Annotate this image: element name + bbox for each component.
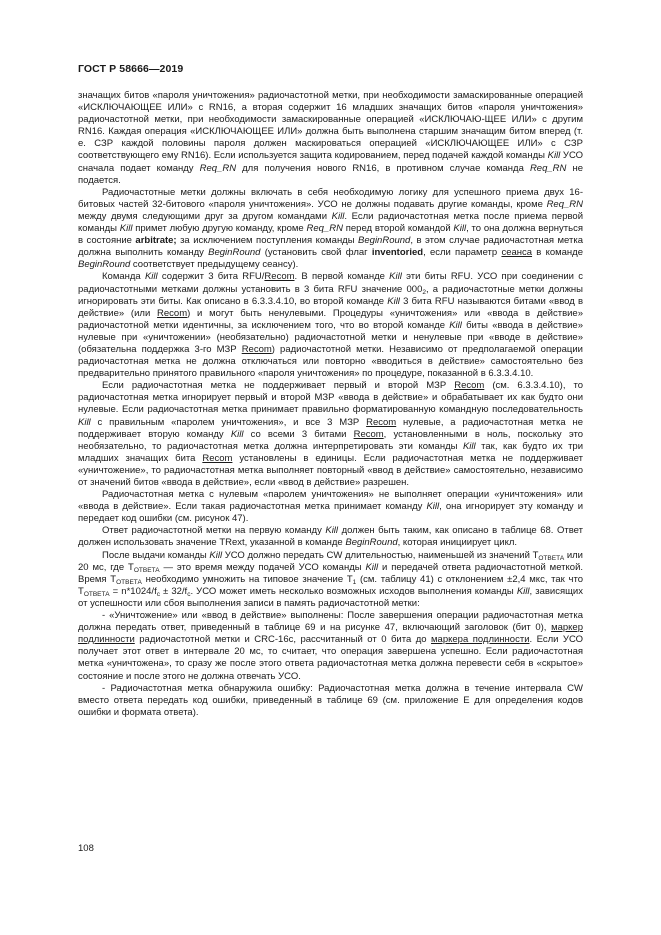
- text-run: Kill: [453, 223, 467, 235]
- text-run: ОТВЕТА: [133, 566, 160, 574]
- text-run: Радиочастотные метки должны включать в себя необходимую логику для успешного приема двух 16-битовых частей 32-битового «пароля уничтожения». УСО не должны подавать другие команды, кроме: [78, 186, 583, 210]
- text-run: биты «ввода в действие» нулевые при «уничтожении» (необязательно) радиочастотной метки и ненулевые при «вводе в действие» (обязательна поддержка 3-го МЗР: [78, 319, 583, 355]
- text-run: ОТВЕТА: [116, 578, 142, 586]
- text-run: , то она должна вернуться в состояние: [78, 223, 583, 247]
- text-run: c: [156, 590, 160, 598]
- paragraph: [78, 380, 583, 489]
- text-run: Kill: [209, 549, 223, 561]
- text-run: ОТВЕТА: [83, 590, 110, 598]
- text-run: , в этом случае радиочастотная метка должна выполнить команду: [78, 235, 583, 259]
- paragraph: [78, 525, 583, 549]
- text-run: нулевые, а радиочастотная метка не поддерживает вторую команду: [78, 416, 583, 440]
- text-run: Kill: [387, 295, 400, 307]
- text-run: = n*1024/f: [109, 585, 157, 597]
- text-run: BeginRound: [345, 537, 398, 549]
- text-run: так, как будто их три младших значащих бита: [78, 440, 584, 464]
- text-run: Kill: [331, 210, 345, 222]
- text-run: Если радиочастотная метка не поддерживает первый и второй МЗР: [102, 380, 455, 392]
- text-run: . Если УСО получает этот ответ в интервале 20 мс, то считает, что операция завершена успешно. Если радиочастотная метка «уничтожена», то сразу же после этого ответа радиочастотная метка должна перевести себя в «скрытое» состояние и после этого не должна отвечать УСО.: [78, 634, 583, 682]
- text-run: Kill: [230, 428, 244, 440]
- text-run: Recom: [241, 343, 272, 355]
- text-run: Recom: [366, 416, 397, 428]
- text-run: УСО сначала подает команду: [78, 150, 584, 174]
- text-run: , она игнорирует эту команду и передает код ошибки (см. рисунок 47).: [78, 501, 583, 525]
- text-run: содержит 3 бита RFU/: [157, 271, 265, 283]
- text-run: сеанса: [501, 247, 533, 259]
- text-run: BeginRound: [78, 259, 131, 271]
- text-run: 3 бита RFU называются битами «ввод в действие» (или: [78, 295, 583, 319]
- paragraph: [78, 90, 583, 187]
- paragraph: [78, 489, 583, 525]
- text-run: Recom: [454, 380, 485, 392]
- text-run: Recom: [353, 428, 384, 440]
- text-run: Kill: [426, 501, 440, 513]
- text-run: 1: [352, 578, 357, 586]
- text-run: должен быть таким, как описано в таблице 68. Ответ должен использовать значение TRext, указанной в команде: [78, 525, 583, 549]
- text-run: , которая инициирует цикл.: [397, 537, 518, 549]
- text-run: - «Уничтожение» или «ввод в действие» выполнены: После завершения операции радиочастотная метка должна передать ответ, приведенный в таблице 69 и на рисунке 47, включающий заголовок (бит 0),: [78, 610, 583, 634]
- text-run: ± 32/f: [159, 585, 188, 597]
- text-run: Req_RN: [529, 162, 567, 174]
- text-run: Kill: [78, 416, 91, 428]
- text-run: 2: [422, 288, 426, 296]
- text-run: ОТВЕТА: [538, 554, 565, 562]
- text-run: , зависящих от успешности или сбоя выполнения записи в память радиочастотной метки:: [78, 585, 583, 609]
- text-run: arbitrate;: [135, 235, 177, 247]
- text-run: BeginRound: [358, 235, 411, 247]
- text-run: , установленными в ноль, поскольку это необязательно, то радиочастотная метка должна интерпретировать эти команды: [78, 428, 583, 452]
- text-run: Recom: [202, 452, 233, 464]
- text-run: . УСО может иметь несколько возможных исходов выполнения команды: [190, 585, 517, 597]
- text-run: ) радиочастотной метки. Независимо от предполагаемой операции радиочастотная метка не должна отключаться или повторно «вводиться в действие» самостоятельно без предварительно принятого правильного «пароля уничтожения» по процедуре, показанной в 6.3.3.4.10.: [78, 343, 583, 380]
- paragraph: [78, 610, 583, 683]
- text-run: - Радиочастотная метка обнаружила ошибку: Радиочастотная метка должна в течение интервала CW вместо ответа передать код ошибки, приведенный в таблице 69 (см. приложение Е для определения кодов ошибки и формата ответа).: [78, 682, 583, 718]
- text-run: Kill: [144, 271, 158, 283]
- text-run: со всеми 3 битами: [243, 428, 354, 440]
- text-run: примет любую другую команду, кроме: [132, 223, 307, 235]
- text-run: inventoried: [371, 247, 424, 259]
- document-body: [78, 90, 583, 719]
- paragraph: [78, 271, 583, 380]
- text-run: соответствует предыдущему сеансу).: [130, 259, 299, 271]
- text-run: , если параметр: [423, 247, 502, 259]
- paragraph: [78, 683, 583, 719]
- page-number: 108: [78, 843, 94, 854]
- text-run: Kill: [462, 440, 476, 452]
- text-run: необходимо умножить на типовое значение T: [141, 573, 353, 585]
- text-run: значащих битов «пароля уничтожения» радиочастотной метки, при необходимости замаскированные операцией «ИСКЛЮЧАЮЩЕЕ ИЛИ» с RN16, а вторая содержит 16 младших значащих битов «пароля уничтожения» радиочастотной метки, при необходимости замаскированные операцией «ИСКЛЮЧАЮ-ЩЕЕ ИЛИ» с другим RN16. Каждая операция «ИСКЛЮЧАЮЩЕЕ ИЛИ» должна быть выполнена старшим значащим битом вперед (т. е. СЗР каждой половины пароля должен маскироваться операцией «ИСКЛЮЧАЮЩЕЕ ИЛИ» с СЗР соответствующего ему RN16). Если используется защита кодированием, перед подачей каждой команды: [78, 90, 583, 162]
- text-run: Радиочастотная метка с нулевым «паролем уничтожения» не выполняет операции «уничтожения» или «ввода в действие». Если такая радиочастотная метка принимает команду: [78, 489, 583, 513]
- text-run: Recom: [264, 271, 295, 283]
- text-run: Kill: [449, 319, 462, 331]
- text-run: установлены в единицы. Если радиочастотная метка не поддерживает «уничтожение», то радиочастотная метка выполняет повторный «ввод в действие» самостоятельно, независимо от значений битов «ввода в действие», если «ввод в действие» разрешен.: [78, 452, 583, 488]
- text-run: Kill: [547, 150, 561, 162]
- text-run: ) и могут быть ненулевыми. Процедуры «уничтожения» или «ввода в действие» радиочастотной метки идентичны, за исключением того, что во второй команде: [78, 307, 583, 331]
- text-run: для получения нового RN16, в противном случае команда: [236, 162, 530, 174]
- text-run: (см. 6.3.3.4.10), то радиочастотная метка игнорирует первый и второй МЗР «ввода в действие» и обрабатывает их как будто они нулевые. Если радиочастотная метка принимает правильно форматированную командную последовательность: [78, 380, 583, 416]
- text-run: . В первой команде: [294, 271, 390, 283]
- text-run: в команде: [532, 247, 584, 259]
- text-run: (установить свой флаг: [260, 247, 372, 259]
- text-run: — это время между подачей УСО команды: [159, 561, 366, 573]
- text-run: маркер подлинности: [78, 622, 583, 646]
- text-run: между двумя следующими друг за другом командами: [78, 210, 332, 222]
- text-run: УСО должно передать CW длительностью, наименьшей из значений T: [222, 549, 539, 561]
- text-run: не подается.: [78, 162, 583, 186]
- text-run: Req_RN: [306, 223, 343, 235]
- page-header-title: ГОСТ Р 58666—2019: [78, 63, 184, 75]
- text-run: радиочастотной метки и CRC-16c, рассчитанный от 0 бита до: [134, 634, 432, 646]
- text-run: и передачей ответа радиочастотной меткой. Время T: [78, 561, 584, 585]
- text-run: эти биты RFU. УСО при соединении с радиочастотными метками должны установить в 3 бита RFU значение 000: [78, 271, 583, 295]
- text-run: с правильным «паролем уничтожения», и все 3 МЗР: [90, 416, 367, 428]
- paragraph: [78, 187, 583, 272]
- text-run: , а радиочастотные метки должны игнорировать эти биты. Как описано в 6.3.3.4.10, во второй команде: [78, 283, 583, 307]
- text-run: за исключением поступления команды: [176, 235, 359, 247]
- paragraph: [78, 550, 583, 610]
- text-run: маркера подлинности: [431, 634, 530, 646]
- text-run: . Если радиочастотная метка после приема первой команды: [78, 210, 584, 235]
- text-run: или 20 мс, где T: [78, 549, 583, 573]
- text-run: Req_RN: [546, 198, 583, 210]
- text-run: Команда: [102, 271, 145, 283]
- text-run: (см. таблицу 41) с отклонением ±2,4 мкс, так что T: [78, 573, 584, 597]
- text-run: BeginRound: [208, 247, 261, 259]
- text-run: После выдачи команды: [102, 549, 210, 561]
- text-run: Ответ радиочастотной метки на первую команду: [102, 525, 326, 537]
- text-run: Kill: [365, 561, 379, 573]
- text-run: Kill: [119, 223, 133, 235]
- text-run: Kill: [389, 271, 402, 283]
- text-run: Kill: [516, 585, 530, 597]
- text-run: перед второй командой: [342, 223, 454, 235]
- text-run: c: [187, 590, 191, 598]
- text-run: Req_RN: [199, 162, 237, 174]
- text-run: Kill: [325, 525, 339, 537]
- text-run: Recom: [157, 307, 188, 319]
